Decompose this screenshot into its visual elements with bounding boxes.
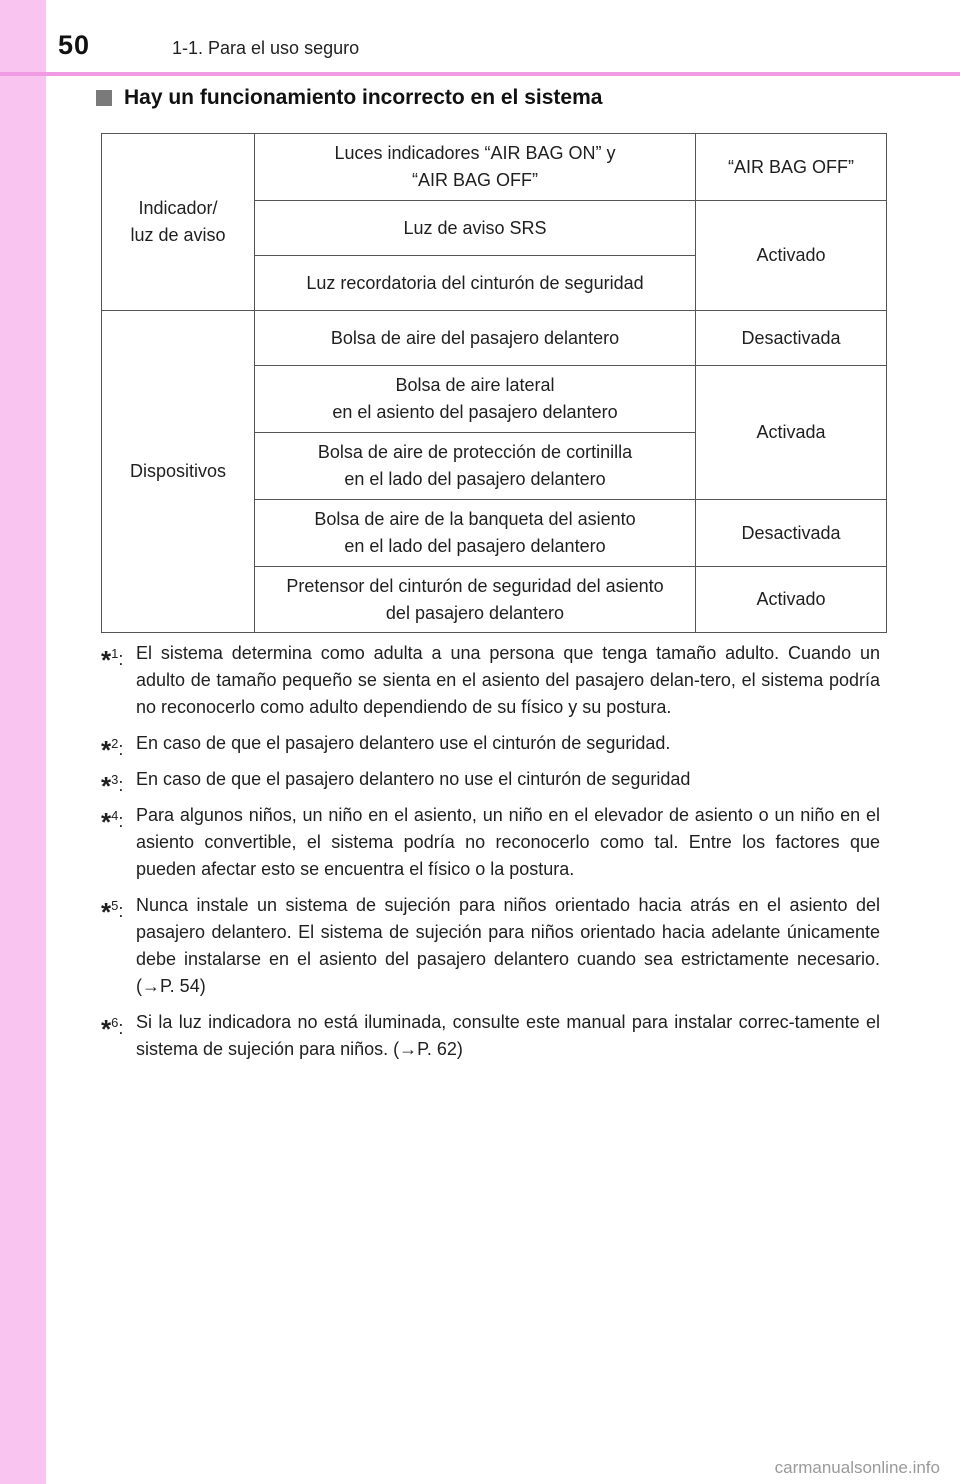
side-curtain-airbag-value: Activada	[696, 366, 887, 500]
footnote-marker: *$^4$:	[101, 807, 124, 837]
footnote-marker: *$^6$:	[101, 1014, 124, 1044]
side-color-band	[0, 0, 46, 1484]
footnotes	[101, 640, 880, 1072]
footnote-text: El sistema determina como adulta a una persona que tenga tamaño adulto. Cuando un adulto de tamaño pequeño se sienta en el asiento del pasajero delan-tero, el sistema podría no reconocerlo como adulto dependiendo de su físico y su postura.	[136, 643, 880, 717]
section-title: Hay un funcionamiento incorrecto en el sistema	[124, 86, 603, 109]
footnote-marker: *$^2$:	[101, 735, 124, 765]
footnote-marker: *$^5$:	[101, 897, 124, 927]
footnote-1	[101, 640, 880, 721]
indicator-header-cell: Indicador/ luz de aviso	[102, 134, 255, 311]
table-row	[102, 134, 887, 201]
footnote-3	[101, 766, 880, 801]
indicator-lights-name: Luces indicadores “AIR BAG ON” y “AIR BAG OFF”	[255, 134, 696, 201]
front-airbag-name: Bolsa de aire del pasajero delantero	[255, 311, 696, 366]
footnote-text: Si la luz indicadora no está iluminada, consulte este manual para instalar correc-tamente el sistema de sujeción para niños. (→P. 62)	[136, 1012, 880, 1059]
seatbelt-reminder-name: Luz recordatoria del cinturón de seguridad	[255, 256, 696, 311]
footnote-2	[101, 730, 880, 765]
srs-light-name: Luz de aviso SRS	[255, 201, 696, 256]
srs-light-value: Activado	[696, 201, 887, 311]
footnote-6	[101, 1009, 880, 1063]
pretensioner-name: Pretensor del cinturón de seguridad del asiento del pasajero delantero	[255, 567, 696, 633]
airbag-status-table	[101, 133, 887, 633]
footnote-5	[101, 892, 880, 1000]
section-path: 1-1. Para el uso seguro	[172, 38, 360, 58]
footnote-marker: *$^3$:	[101, 771, 124, 801]
footnote-4	[101, 802, 880, 883]
table-row	[102, 311, 887, 366]
footnote-text: Nunca instale un sistema de sujeción para niños orientado hacia atrás en el asiento del pasajero delantero. El sistema de sujeción para niños orientado hacia adelante únicamente debe instalarse en el asiento del pasajero delantero cuando sea estrictamente necesario. (→P. 54)	[136, 895, 880, 996]
cushion-airbag-name: Bolsa de aire de la banqueta del asiento en el lado del pasajero delantero	[255, 500, 696, 567]
page-number: 50	[58, 30, 91, 60]
cushion-airbag-value: Desactivada	[696, 500, 887, 567]
footnote-text: Para algunos niños, un niño en el asiento, un niño en el elevador de asiento o un niño en el asiento convertible, el sistema podría no reconocerlo como tal. Entre los factores que pueden afectar esto se encuentra el físico o la postura.	[136, 805, 880, 879]
footnote-text: En caso de que el pasajero delantero no use el cinturón de seguridad	[136, 769, 691, 789]
side-airbag-name: Bolsa de aire lateral en el asiento del pasajero delantero	[255, 366, 696, 433]
section-heading	[96, 86, 602, 110]
square-bullet-icon	[96, 90, 112, 106]
devices-header-cell: Dispositivos	[102, 311, 255, 633]
footnote-text: En caso de que el pasajero delantero use el cinturón de seguridad.	[136, 733, 671, 753]
indicator-lights-value: “AIR BAG OFF”	[696, 134, 887, 201]
curtain-airbag-name: Bolsa de aire de protección de cortinilla en el lado del pasajero delantero	[255, 433, 696, 500]
pretensioner-value: Activado	[696, 567, 887, 633]
footnote-marker: *$^1$:	[101, 645, 124, 675]
watermark: carmanualsonline.info	[774, 1458, 940, 1477]
header-divider	[0, 72, 960, 76]
front-airbag-value: Desactivada	[696, 311, 887, 366]
